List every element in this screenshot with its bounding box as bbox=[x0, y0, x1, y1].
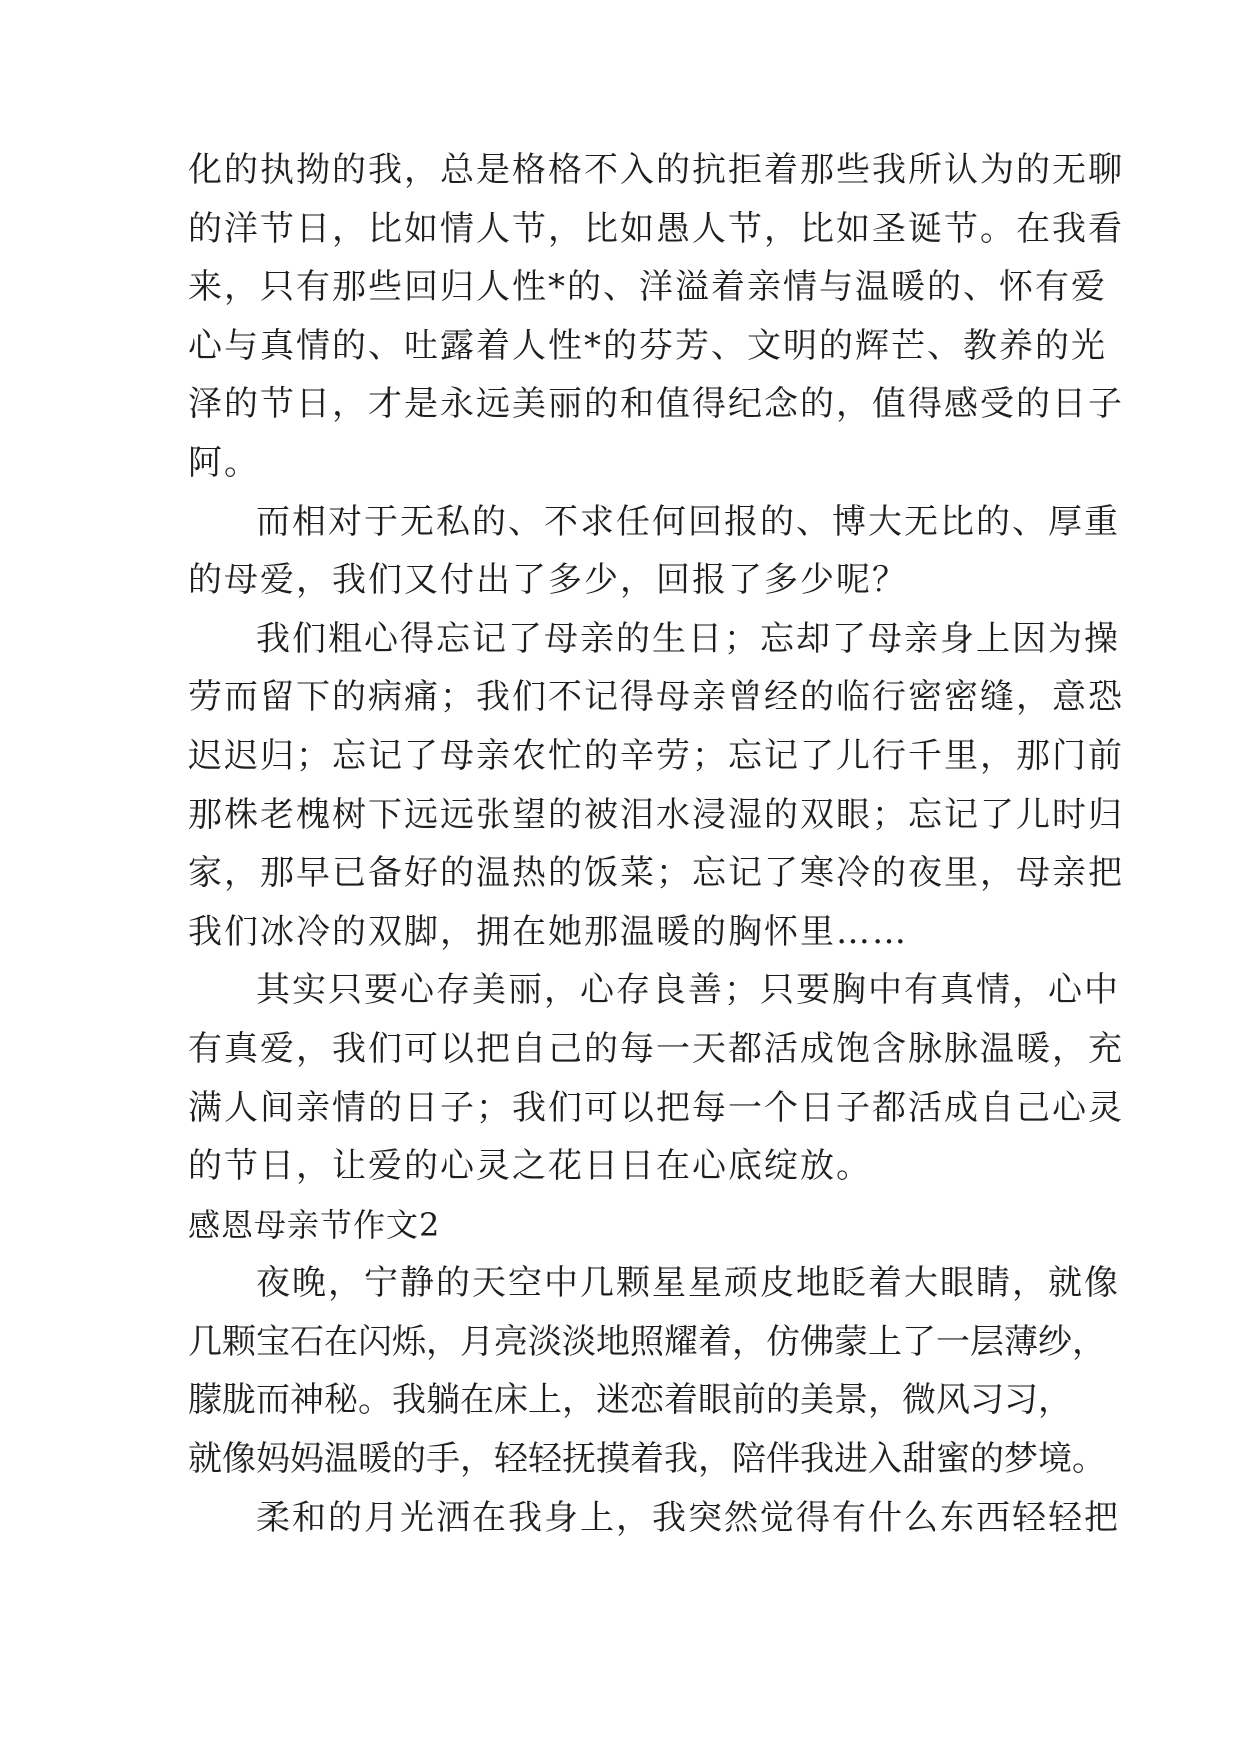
text-line: 那株老槐树下远远张望的被泪水浸湿的双眼；忘记了儿时归 bbox=[188, 794, 1124, 835]
text-line: 夜晚，宁静的天空中几颗星星顽皮地眨着大眼睛，就像 bbox=[256, 1263, 1120, 1304]
text-line: 的节日，让爱的心灵之花日日在心底绽放。 bbox=[188, 1146, 872, 1187]
text-line: 我们冰冷的双脚，拥在她那温暖的胸怀里…… bbox=[188, 911, 908, 952]
paragraph bbox=[188, 141, 1124, 493]
text-line: 心与真情的、吐露着人性*的芬芳、文明的辉芒、教养的光 bbox=[188, 325, 1107, 366]
text-line: 有真爱，我们可以把自己的每一天都活成饱含脉脉温暖，充 bbox=[188, 1028, 1124, 1069]
text-line: 柔和的月光洒在我身上，我突然觉得有什么东西轻轻把 bbox=[256, 1497, 1120, 1538]
text-line: 就像妈妈温暖的手，轻轻抚摸着我，陪伴我进入甜蜜的梦境。 bbox=[188, 1439, 1106, 1480]
paragraph bbox=[188, 1254, 1120, 1488]
heading-text: 感恩母亲节作文2 bbox=[188, 1205, 441, 1244]
paragraph bbox=[188, 493, 1120, 610]
text-line: 来，只有那些回归人性*的、洋溢着亲情与温暖的、怀有爱 bbox=[188, 267, 1107, 308]
text-line: 化的执拗的我，总是格格不入的抗拒着那些我所认为的无聊 bbox=[188, 150, 1124, 190]
paragraph bbox=[188, 610, 1124, 962]
text-line: 我们粗心得忘记了母亲的生日；忘却了母亲身上因为操 bbox=[256, 618, 1120, 659]
text-line: 泽的节日，才是永远美丽的和值得纪念的，值得感受的日子 bbox=[188, 384, 1124, 425]
text-line: 其实只要心存美丽，心存良善；只要胸中有真情，心中 bbox=[256, 970, 1120, 1011]
text-line: 的母爱，我们又付出了多少，回报了多少呢？ bbox=[188, 560, 908, 601]
text-line: 朦胧而神秘。我躺在床上，迷恋着眼前的美景，微风习习， bbox=[188, 1380, 1072, 1421]
text-line: 劳而留下的病痛；我们不记得母亲曾经的临行密密缝，意恐 bbox=[188, 677, 1124, 718]
text-line: 迟迟归；忘记了母亲农忙的辛劳；忘记了儿行千里，那门前 bbox=[188, 735, 1124, 776]
text-line: 满人间亲情的日子；我们可以把每一个日子都活成自己心灵 bbox=[188, 1087, 1124, 1128]
text-line: 而相对于无私的、不求任何回报的、博大无比的、厚重 bbox=[256, 501, 1120, 542]
text-line: 的洋节日，比如情人节，比如愚人节，比如圣诞节。在我看 bbox=[188, 208, 1124, 249]
text-line: 家，那早已备好的温热的饭菜；忘记了寒冷的夜里，母亲把 bbox=[188, 853, 1124, 894]
paragraph bbox=[188, 1489, 1120, 1548]
paragraph bbox=[188, 961, 1124, 1195]
text-line: 几颗宝石在闪烁，月亮淡淡地照耀着，仿佛蒙上了一层薄纱， bbox=[188, 1321, 1106, 1362]
text-line: 阿。 bbox=[188, 442, 260, 483]
section-heading bbox=[188, 1196, 1058, 1255]
body-text bbox=[188, 141, 1124, 1547]
